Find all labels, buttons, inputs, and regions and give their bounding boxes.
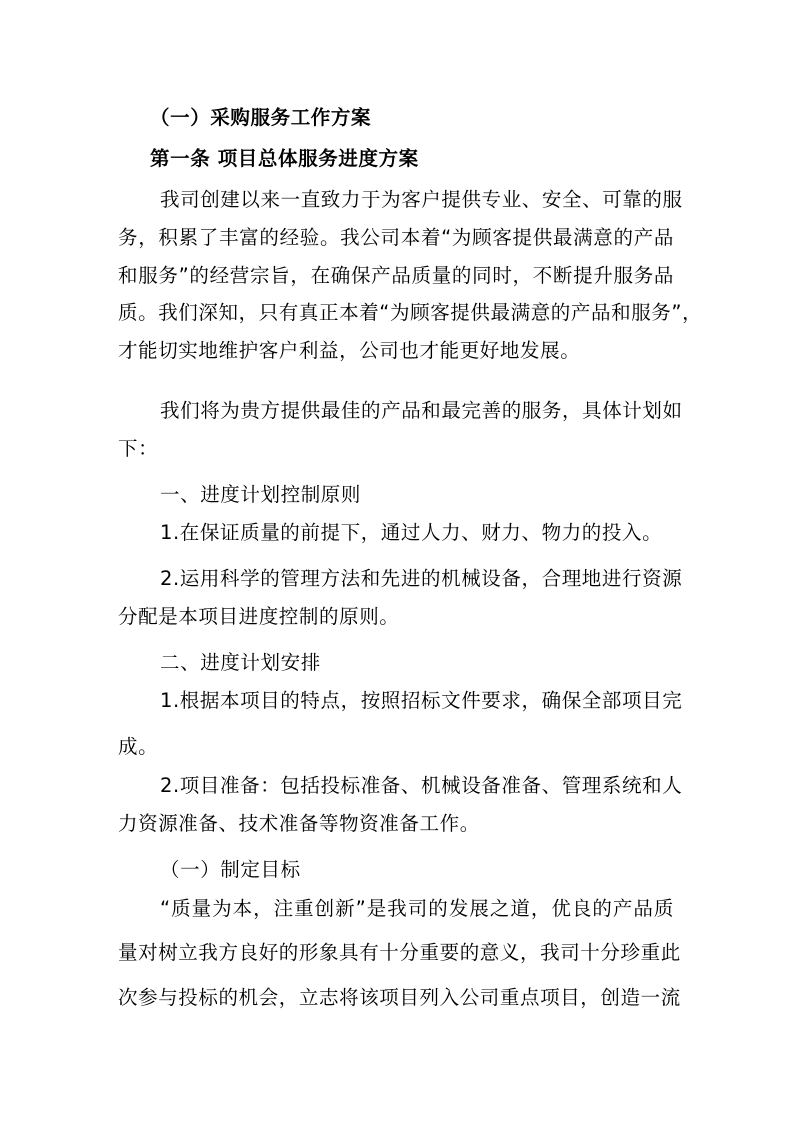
paragraph-line: 量对树立我方良好的形象具有十分重要的意义，我司十分珍重此 (118, 941, 681, 964)
paragraph-line: 2.运用科学的管理方法和先进的机械设备，合理地进行资源 (160, 567, 683, 590)
paragraph-line: 才能切实地维护客户利益，公司也才能更好地发展。 (118, 339, 581, 362)
section-title: （一）采购服务工作方案 (150, 106, 372, 129)
paragraph-line: 我们将为贵方提供最佳的产品和最完善的服务，具体计划如 (160, 399, 683, 422)
paragraph-line: 次参与投标的机会，立志将该项目列入公司重点项目，创造一流 (118, 986, 681, 1009)
heading-set-goals: （一）制定目标 (160, 858, 301, 881)
paragraph-line: 1.在保证质量的前提下，通过人力、财力、物力的投入。 (160, 521, 663, 544)
paragraph-line: 质。我们深知，只有真正本着“为顾客提供最满意的产品和服务”， (118, 301, 703, 324)
paragraph-line: 务，积累了丰富的经验。我公司本着“为顾客提供最满意的产品 (118, 226, 674, 249)
heading-progress-plan: 二、进度计划安排 (160, 651, 321, 674)
paragraph-line: 2.项目准备：包括投标准备、机械设备准备、管理系统和人 (160, 774, 683, 797)
article-title: 第一条 项目总体服务进度方案 (150, 147, 419, 170)
paragraph-line: 我司创建以来一直致力于为客户提供专业、安全、可靠的服 (160, 188, 683, 211)
heading-progress-control-principle: 一、进度计划控制原则 (160, 483, 362, 506)
paragraph-line: 成。 (118, 735, 159, 758)
paragraph-line: 和服务”的经营宗旨，在确保产品质量的同时，不断提升服务品 (118, 264, 674, 287)
paragraph-line: 下： (118, 437, 159, 460)
paragraph-line: “质量为本，注重创新”是我司的发展之道，优良的产品质 (160, 897, 674, 920)
paragraph-line: 1.根据本项目的特点，按照招标文件要求，确保全部项目完 (160, 689, 683, 712)
paragraph-line: 分配是本项目进度控制的原则。 (118, 605, 400, 628)
paragraph-line: 力资源准备、技术准备等物资准备工作。 (118, 812, 480, 835)
